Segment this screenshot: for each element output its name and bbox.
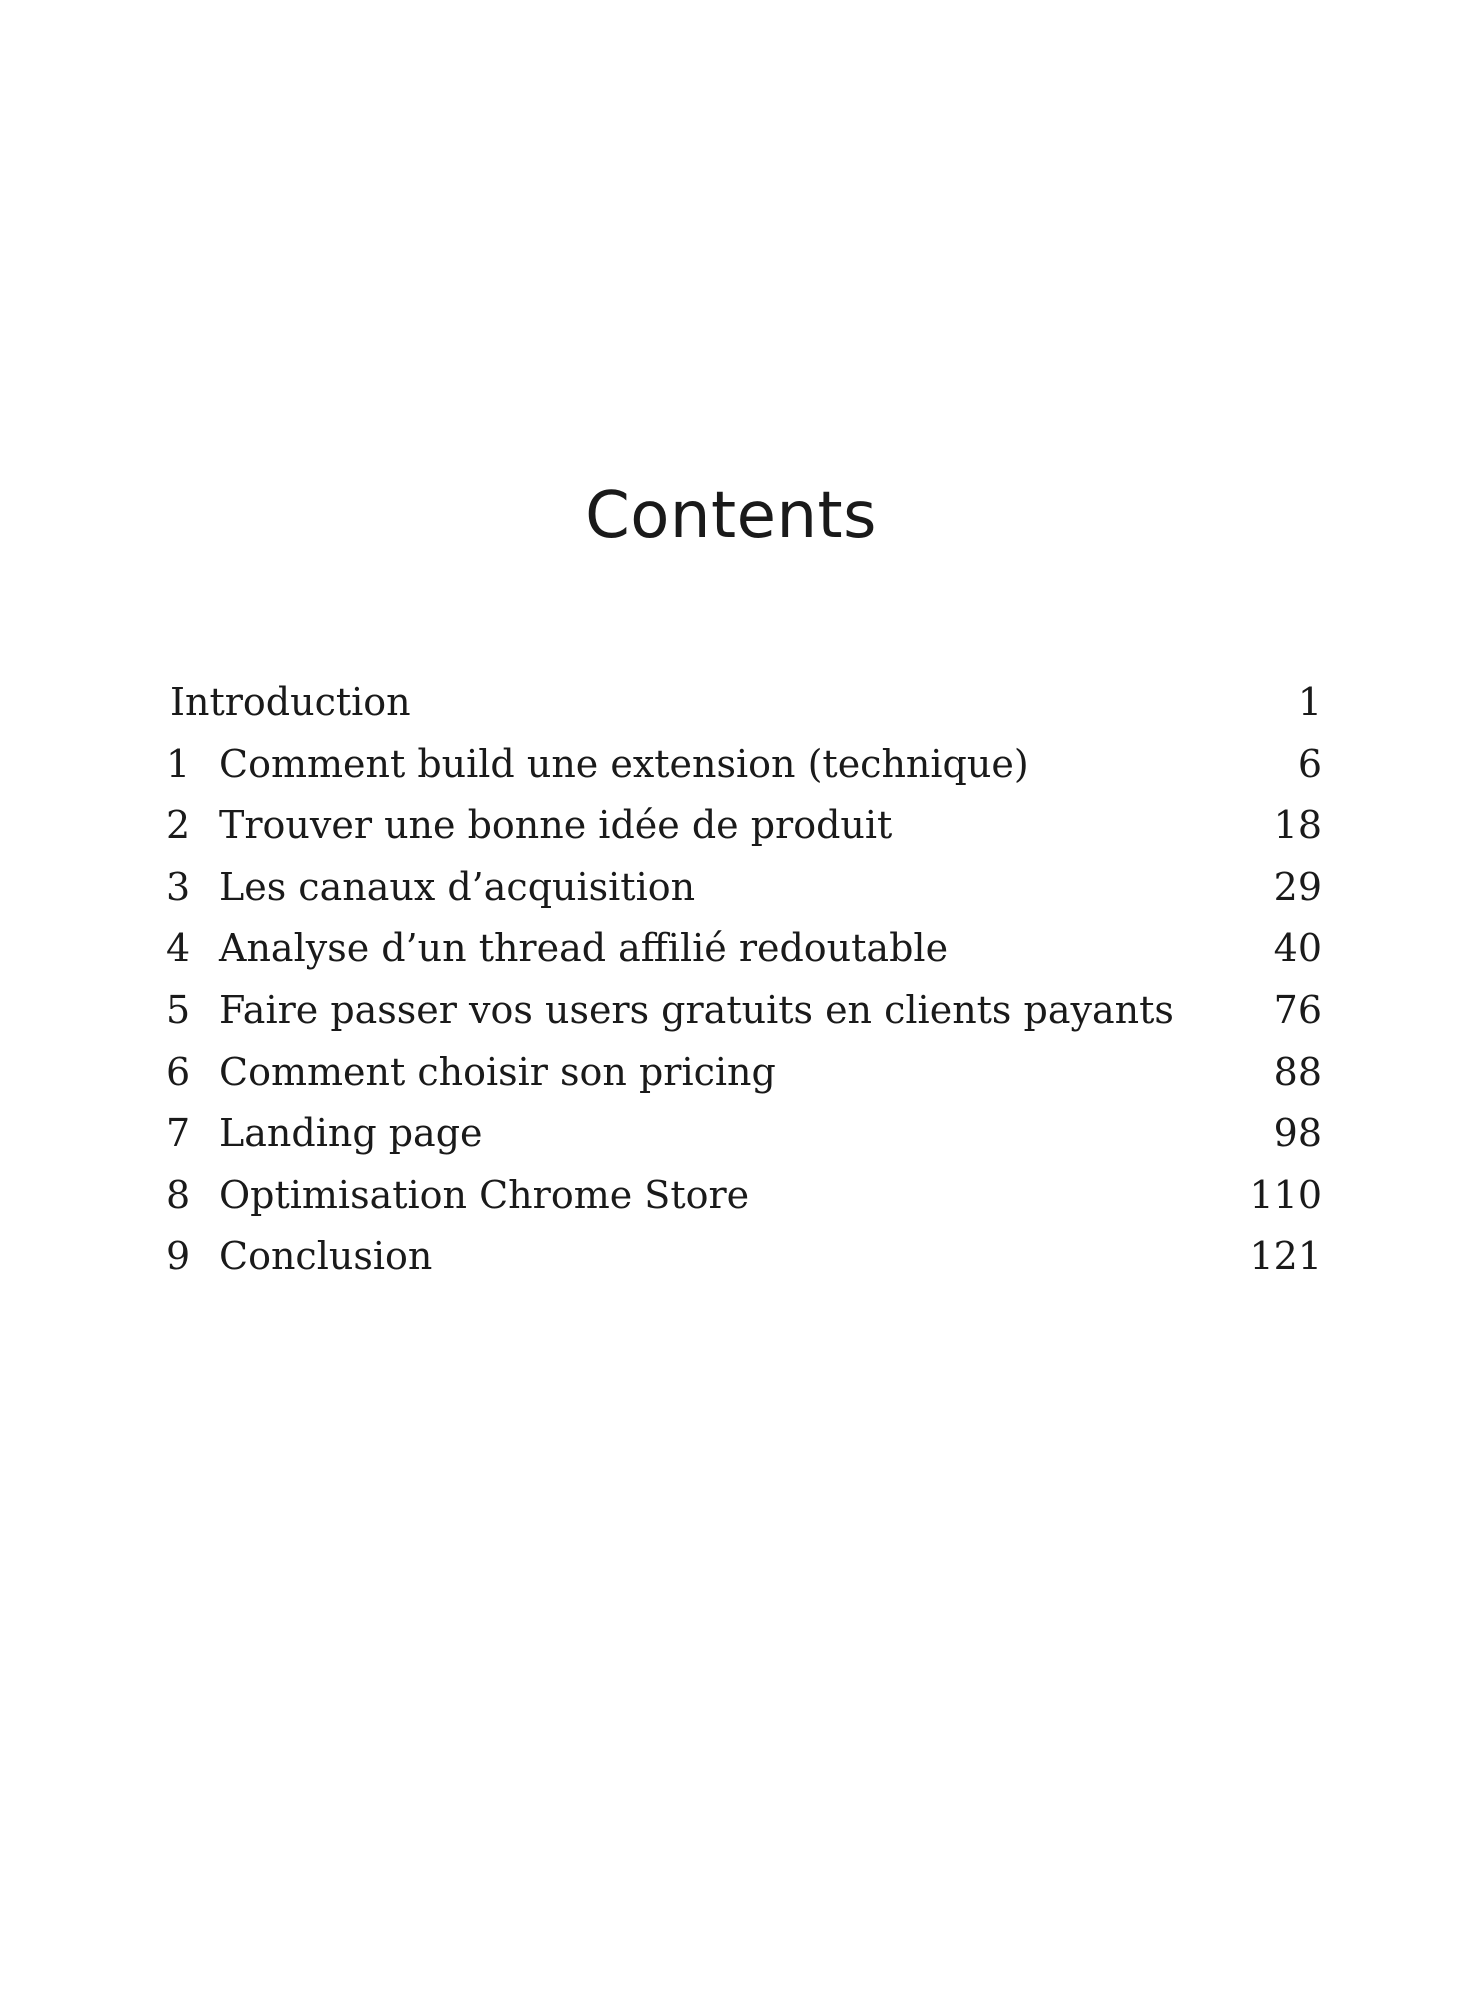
toc-entry-page: 76 [1273, 987, 1322, 1032]
toc-entry-label: Introduction [170, 680, 411, 724]
toc-entry-chapter-6[interactable] [166, 1042, 1322, 1104]
toc-entry-label: Optimisation Chrome Store [219, 1172, 750, 1217]
toc-entry-page: 1 [1297, 680, 1322, 724]
toc-entry-chapter-8[interactable] [166, 1165, 1322, 1227]
toc-entry-label: Analyse d’un thread affilié redoutable [219, 926, 949, 971]
page-title: Contents [585, 479, 877, 553]
toc-entry-number: 5 [166, 987, 191, 1032]
toc-entry-number: 4 [166, 926, 191, 971]
toc-entry-label: Comment build une extension (technique) [219, 741, 1029, 786]
toc-entry-chapter-2[interactable] [166, 795, 1322, 857]
toc-entry-page: 98 [1273, 1111, 1322, 1156]
toc-entry-label: Conclusion [219, 1234, 433, 1279]
toc-entry-page: 88 [1273, 1049, 1322, 1094]
toc-entry-number: 8 [166, 1172, 191, 1217]
toc-entry-label: Comment choisir son pricing [219, 1049, 776, 1094]
toc-entry-page: 121 [1249, 1234, 1322, 1279]
toc-entry-number: 9 [166, 1234, 191, 1279]
toc-entry-page: 40 [1273, 926, 1322, 971]
toc-entry-label: Faire passer vos users gratuits en clients payants [219, 987, 1174, 1032]
toc-entry-chapter-4[interactable] [166, 918, 1322, 980]
toc-entry-label: Les canaux d’acquisition [219, 864, 696, 909]
toc-entry-chapter-5[interactable] [166, 980, 1322, 1042]
toc-entry-chapter-9[interactable] [166, 1226, 1322, 1288]
toc-entry-number: 3 [166, 864, 191, 909]
toc-entry-number: 1 [166, 741, 191, 786]
toc-entry-number: 2 [166, 803, 191, 848]
toc-entry-chapter-1[interactable] [166, 734, 1322, 796]
toc-entry-chapter-3[interactable] [166, 857, 1322, 919]
toc-entry-page: 6 [1297, 741, 1322, 786]
toc-entry-chapter-7[interactable] [166, 1103, 1322, 1165]
toc-entry-number: 6 [166, 1049, 191, 1094]
toc-entry-number: 7 [166, 1111, 191, 1156]
toc-entry-page: 18 [1273, 803, 1322, 848]
toc-entry-page: 29 [1273, 864, 1322, 909]
table-of-contents [166, 672, 1322, 1288]
toc-entry-label: Trouver une bonne idée de produit [219, 803, 893, 848]
toc-entry-introduction[interactable] [166, 672, 1322, 734]
toc-entry-page: 110 [1249, 1172, 1322, 1217]
toc-entry-label: Landing page [219, 1111, 483, 1156]
